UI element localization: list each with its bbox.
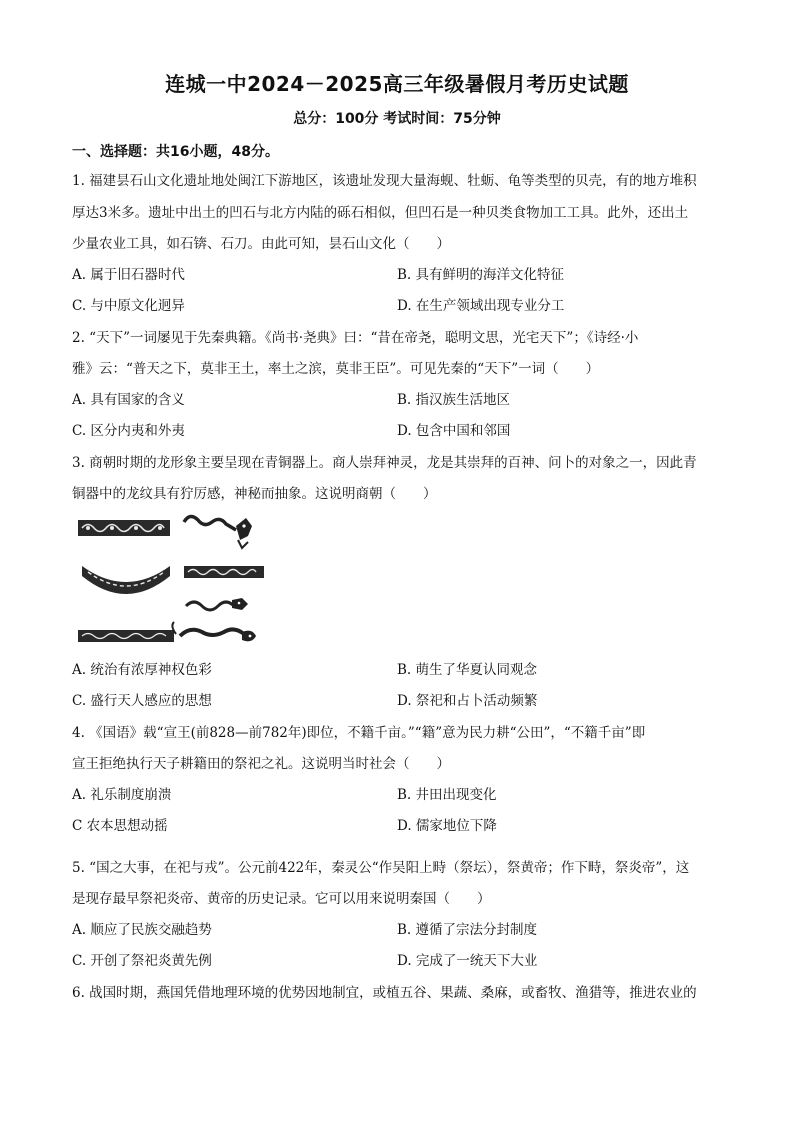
question-4-option-b: B. 井田出现变化 (397, 787, 497, 803)
dragon-band-1 (78, 520, 170, 536)
question-2-line-1: 2. “天下”一词屡见于先秦典籍。《尚书·尧典》曰：“昔在帝尧，聪明文思，光宅天下”；《诗经·小 (72, 330, 639, 346)
question-4-option-d: D. 儒家地位下降 (397, 818, 497, 834)
question-4-option-c: C 农本思想动摇 (72, 818, 168, 834)
question-3-line-2: 铜器中的龙纹具有狞厉感，神秘而抽象。这说明商朝（ ） (72, 486, 437, 502)
question-3-option-b: B. 萌生了华夏认同观念 (397, 662, 538, 678)
dragon-band-2 (184, 566, 264, 578)
section-heading: 一、选择题：共16小题，48分。 (72, 144, 279, 160)
question-5-option-d: D. 完成了一统天下大业 (397, 953, 538, 969)
dragon-curved-band (82, 566, 170, 594)
exam-title: 连城一中2024－2025高三年级暑假月考历史试题 (165, 72, 629, 96)
question-5-line-2: 是现存最早祭祀炎帝、黄帝的历史记录。它可以用来说明秦国（ ） (72, 891, 491, 907)
exam-subtitle: 总分：100分 考试时间：75分钟 (293, 111, 501, 127)
dragon-band-3 (78, 630, 174, 642)
question-2-option-c: C. 区分内夷和外夷 (72, 423, 185, 439)
question-2-line-2: 雅》云：“普天之下，莫非王土，率土之滨，莫非王臣”。可见先秦的“天下”一词（ ） (72, 361, 600, 377)
question-5-option-c: C. 开创了祭祀炎黄先例 (72, 953, 212, 969)
question-5-line-1: 5. “国之大事，在祀与戎”。公元前422年，秦灵公“作吴阳上畤（祭坛），祭黄帝；作下畤，祭炎帝”，这 (72, 860, 690, 876)
question-1-option-b: B. 具有鲜明的海洋文化特征 (397, 267, 565, 283)
question-3-option-c: C. 盛行天人感应的思想 (72, 693, 212, 709)
question-3-option-d: D. 祭祀和占卜活动频繁 (397, 693, 538, 709)
dragon-figure-bottom (172, 622, 256, 641)
question-5-option-a: A. 顺应了民族交融趋势 (72, 922, 212, 938)
question-4-option-a: A. 礼乐制度崩溃 (72, 787, 172, 803)
question-2-option-d: D. 包含中国和邻国 (397, 423, 511, 439)
dragon-figure-top (184, 516, 252, 548)
question-6-line-1: 6. 战国时期，燕国凭借地理环境的优势因地制宜，或植五谷、果蔬、桑麻，或畜牧、渔猎等，推进农业的 (72, 985, 697, 1001)
bronze-dragon-pattern-figure (76, 512, 266, 652)
question-1-line-2: 厚达3米多。遗址中出土的凹石与北方内陆的砾石相似，但凹石是一种贝类食物加工工具。此外，还出土 (72, 205, 689, 221)
question-1-option-a: A. 属于旧石器时代 (72, 267, 185, 283)
question-4-line-2: 宣王拒绝执行天子耕籍田的祭祀之礼。这说明当时社会（ ） (72, 756, 450, 772)
question-4-line-1: 4. 《国语》载“宣王(前828—前782年)即位，不籍千亩。”“籍”意为民力耕“公田”，“不籍千亩”即 (72, 725, 646, 741)
question-2-option-a: A. 具有国家的含义 (72, 392, 185, 408)
question-1-option-c: C. 与中原文化迥异 (72, 298, 185, 314)
question-3-option-a: A. 统治有浓厚神权色彩 (72, 662, 212, 678)
question-1-line-3: 少量农业工具，如石锛、石刀。由此可知，昙石山文化（ ） (72, 236, 450, 252)
dragon-figure-small (186, 598, 248, 610)
question-1-line-1: 1. 福建昙石山文化遗址地处闽江下游地区，该遗址发现大量海蚬、牡蛎、龟等类型的贝壳，有的地方堆积 (72, 173, 697, 189)
question-5-option-b: B. 遵循了宗法分封制度 (397, 922, 538, 938)
question-2-option-b: B. 指汉族生活地区 (397, 392, 511, 408)
question-1-option-d: D. 在生产领域出现专业分工 (397, 298, 565, 314)
question-3-line-1: 3. 商朝时期的龙形象主要呈现在青铜器上。商人崇拜神灵，龙是其崇拜的百神、问卜的对象之一，因此青 (72, 455, 697, 471)
